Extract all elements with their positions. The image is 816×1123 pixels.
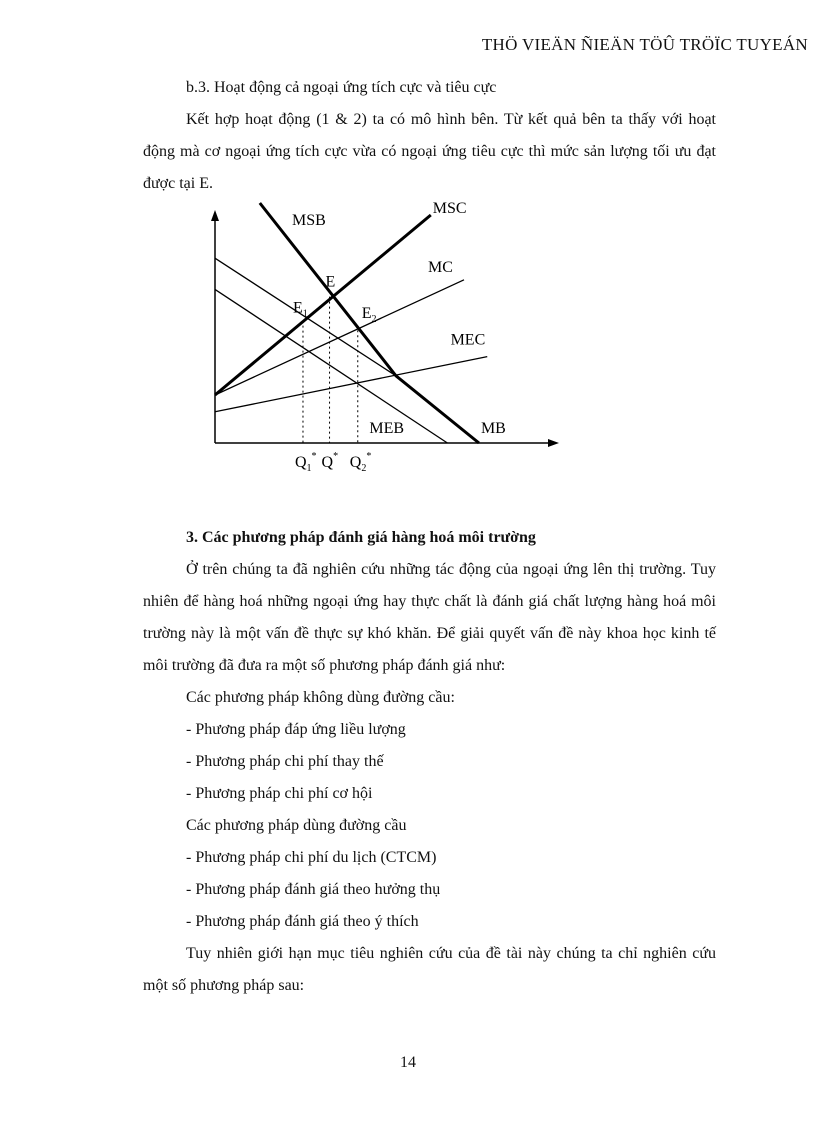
x-tick-label: $Q_2^*$ xyxy=(349,451,372,474)
paragraph-intro: Ở trên chúng ta đã nghiên cứu những tác động của ngoại ứng lên thị trường. Tuy nhiên để hàng hoá những ngoại ứng hay thực chất là đánh giá chất lượng hàng hoá môi trường này là một vấn đề thực sự khó khăn. Để giải quyết vấn đề này khoa học kinh tế môi trường đã đưa ra một số phương pháp đánh giá như: xyxy=(143,561,716,674)
list-item: - Phương pháp chi phí du lịch (CTCM) xyxy=(186,849,437,866)
series-mec-line xyxy=(215,357,487,412)
chart-axes xyxy=(211,210,559,447)
header-title: THÖ VIEÄN ÑIEÄN TÖÛ TRÖÏC TUYEÁN xyxy=(481,35,808,54)
demand-title: Các phương pháp dùng đường cầu xyxy=(186,817,407,834)
x-tick-label: Q* xyxy=(321,451,339,471)
point-label-e1: $E_1$ xyxy=(292,299,308,320)
section-b3 xyxy=(143,72,716,200)
series-label-msc: MSC xyxy=(432,200,467,217)
series-msc-line xyxy=(215,215,431,395)
series-label-mb: MB xyxy=(480,420,506,437)
list-item: - Phương pháp đáp ứng liều lượng xyxy=(186,721,406,738)
series-label-msb: MSB xyxy=(292,212,326,229)
series-label-mec: MEC xyxy=(450,331,486,349)
page-number: 14 xyxy=(400,1054,416,1071)
point-label-e: E xyxy=(325,273,336,291)
section-3 xyxy=(143,522,716,1002)
x-axis-arrow xyxy=(548,439,559,447)
section-heading-3: 3. Các phương pháp đánh giá hàng hoá môi trường xyxy=(186,529,536,546)
point-label-e2: $E_2$ xyxy=(361,305,377,326)
externality-chart xyxy=(195,195,575,480)
paragraph-closing: Tuy nhiên giới hạn mục tiêu nghiên cứu của đề tài này chúng ta chỉ nghiên cứu một số phương pháp sau: xyxy=(143,945,716,994)
section-heading: b.3. Hoạt động cả ngoại ứng tích cực và tiêu cực xyxy=(186,79,497,96)
list-item: - Phương pháp chi phí cơ hội xyxy=(186,785,373,802)
paragraph: Kết hợp hoạt động (1 & 2) ta có mô hình bên. Từ kết quả bên ta thấy với hoạt động mà cơ ngoại ứng tích cực vừa có ngoại ứng tiêu cực thì mức sản lượng tối ưu đạt được tại E. xyxy=(143,111,716,192)
list-item: - Phương pháp đánh giá theo hưởng thụ xyxy=(186,881,441,898)
series-label-mc: MC xyxy=(428,258,453,276)
y-axis-arrow xyxy=(211,210,219,221)
non-demand-title: Các phương pháp không dùng đường cầu: xyxy=(186,689,455,706)
list-item: - Phương pháp chi phí thay thế xyxy=(186,753,384,770)
series-mc-line xyxy=(215,280,464,395)
series-label-meb: MEB xyxy=(369,420,405,437)
list-item: - Phương pháp đánh giá theo ý thích xyxy=(186,913,419,930)
x-tick-label: $Q_1^*$ xyxy=(294,451,317,474)
